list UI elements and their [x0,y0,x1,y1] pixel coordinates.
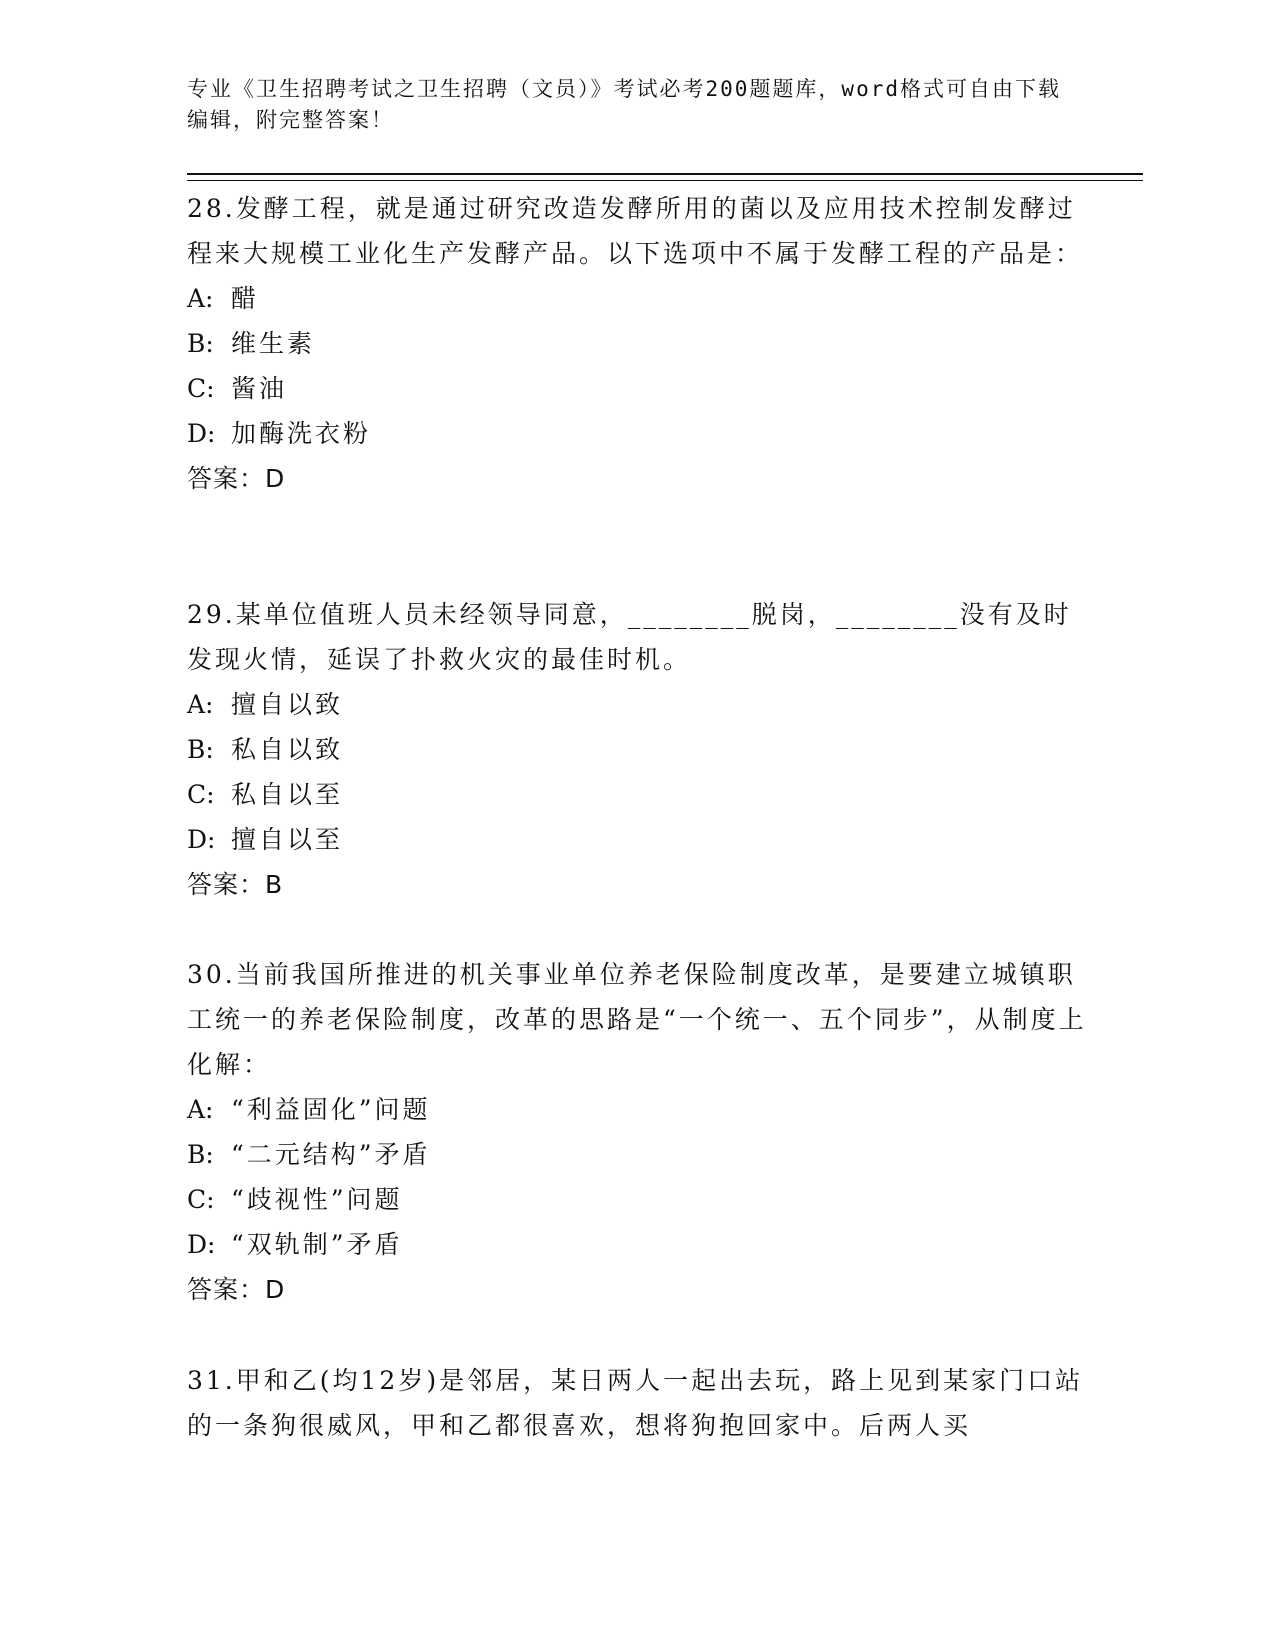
option-key: C: [187,780,215,809]
option-c [187,1177,1087,1222]
answer-line: 答案：B [187,870,284,899]
question-stem: 30.当前我国所推进的机关事业单位养老保险制度改革，是要建立城镇职工统一的养老保险制度，改革的思路是“一个统一、五个同步”，从制度上化解： [187,960,1087,1079]
option-a [187,682,1087,727]
option-key: C: [187,374,215,403]
question-stem: 28.发酵工程，就是通过研究改造发酵所用的菌以及应用技术控制发酵过程来大规模工业化生产发酵产品。以下选项中不属于发酵工程的产品是： [187,194,1084,268]
question-stem: 31.甲和乙(均12岁)是邻居，某日两人一起出去玩，路上见到某家门口站的一条狗很威风，甲和乙都很喜欢，想将狗抱回家中。后两人买 [187,1366,1084,1440]
option-key: A: [187,284,214,313]
option-c [187,366,1087,411]
question-31 [187,1358,1087,1448]
option-c [187,772,1087,817]
option-key: C: [187,1185,215,1214]
option-text: “二元结构”矛盾 [231,1140,431,1169]
option-text: 擅自以至 [231,825,344,854]
option-text: 醋 [231,284,260,313]
question-29 [187,592,1087,907]
option-d [187,817,1087,862]
option-key: D: [187,419,216,448]
option-text: “双轨制”矛盾 [231,1230,403,1259]
option-key: B: [187,329,214,358]
option-d [187,1222,1087,1267]
option-key: A: [187,1095,214,1124]
header-divider-thin [187,180,1143,181]
option-d [187,411,1087,456]
option-text: 私自以至 [231,780,344,809]
document-header: 专业《卫生招聘考试之卫生招聘（文员）》考试必考200题题库，word格式可自由下载编辑，附完整答案！ [187,77,1061,132]
option-key: B: [187,735,214,764]
question-30 [187,952,1087,1312]
option-text: 维生素 [231,329,316,358]
question-28 [187,186,1087,501]
option-text: 加酶洗衣粉 [231,419,372,448]
option-b [187,1132,1087,1177]
option-key: D: [187,825,216,854]
option-text: “利益固化”问题 [231,1095,431,1124]
answer-line: 答案：D [187,1275,286,1304]
answer-line: 答案：D [187,464,286,493]
option-key: A: [187,690,214,719]
option-a [187,1087,1087,1132]
option-text: 酱油 [231,374,288,403]
option-key: B: [187,1140,214,1169]
option-text: 擅自以致 [231,690,344,719]
option-a [187,276,1087,321]
question-stem: 29.某单位值班人员未经领导同意，________脱岗，________没有及时发现火情，延误了扑救火灾的最佳时机。 [187,600,1072,674]
option-key: D: [187,1230,216,1259]
option-b [187,727,1087,772]
header-divider-thick [187,173,1143,175]
option-b [187,321,1087,366]
option-text: 私自以致 [231,735,344,764]
option-text: “歧视性”问题 [231,1185,403,1214]
